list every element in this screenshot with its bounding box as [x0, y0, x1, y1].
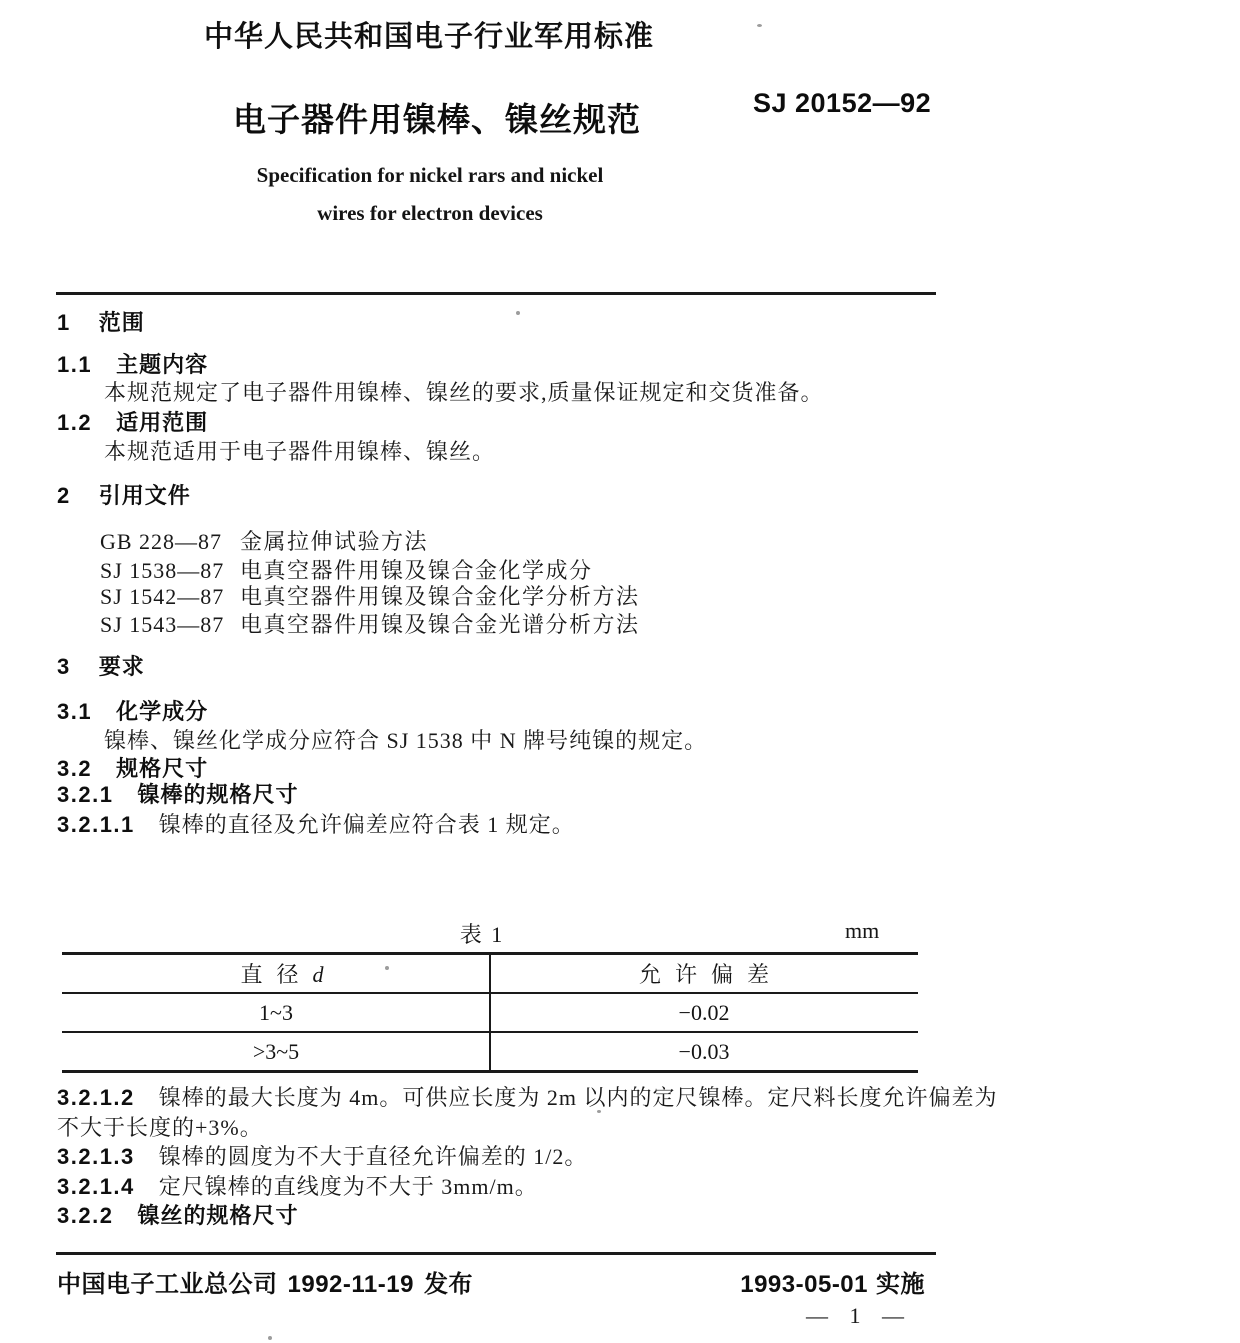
diameter-cell: >3~5 — [252, 1038, 300, 1064]
section-1-2-number: 1.2 — [57, 410, 93, 435]
reference-item — [100, 529, 428, 555]
section-3-1-title: 化学成分 — [116, 699, 209, 724]
table-1-caption: 表 1 — [459, 922, 505, 947]
clause-3-2-1-4-number: 3.2.1.4 — [57, 1174, 135, 1199]
section-2-heading — [57, 483, 191, 509]
diameter-cell: 1~3 — [259, 999, 293, 1025]
clause-3-2-1-2-number: 3.2.1.2 — [57, 1085, 135, 1110]
table-row — [62, 1031, 918, 1070]
clause-3-2-1-4-text: 定尺镍棒的直线度为不大于 3mm/m。 — [158, 1174, 538, 1199]
section-3-1-heading — [57, 699, 208, 725]
table-1-col1-header — [62, 958, 490, 989]
reference-code: SJ 1542—87 — [100, 584, 225, 609]
scan-artifact — [597, 1110, 601, 1113]
reference-item — [100, 612, 640, 638]
clause-3-2-1-3-text: 镍棒的圆度为不大于直径允许偏差的 1/2。 — [158, 1144, 588, 1169]
col1-header-variable-d: d — [312, 962, 326, 987]
reference-title: 电真空器件用镍及镍合金光谱分析方法 — [240, 612, 640, 637]
reference-title: 电真空器件用镍及镍合金化学分析方法 — [240, 584, 640, 609]
page-number: — 1 — — [806, 1303, 904, 1328]
clause-3-2-1-4 — [57, 1174, 538, 1200]
section-3-2-2-title: 镍丝的规格尺寸 — [137, 1203, 299, 1228]
section-1-1-heading — [57, 352, 208, 378]
section-3-2-2-number: 3.2.2 — [57, 1203, 114, 1228]
standard-number: SJ 20152—92 — [753, 88, 932, 118]
table-row — [62, 992, 918, 1031]
reference-item — [100, 584, 640, 610]
section-3-number: 3 — [57, 654, 71, 679]
table-1-col2-header: 允许偏差 — [638, 962, 783, 987]
clause-3-2-1-1 — [57, 812, 575, 838]
reference-code: SJ 1538—87 — [100, 558, 225, 583]
footer-impl-label: 实施 — [876, 1271, 925, 1298]
section-3-heading — [57, 654, 145, 680]
scan-artifact — [268, 1336, 272, 1340]
reference-code: SJ 1543—87 — [100, 612, 225, 637]
section-2-number: 2 — [57, 483, 71, 508]
section-1-1-body: 本规范规定了电子器件用镍棒、镍丝的要求,质量保证规定和交货准备。 — [104, 380, 824, 405]
section-1-number: 1 — [57, 310, 71, 335]
section-1-title: 范围 — [98, 310, 145, 335]
col1-header-text: 直径 — [240, 962, 313, 987]
scan-artifact — [757, 24, 762, 27]
footer-impl-date: 1993-05-01 — [740, 1271, 868, 1298]
section-3-2-number: 3.2 — [57, 756, 93, 781]
footer-issue-label: 发布 — [423, 1271, 473, 1298]
section-1-2-title: 适用范围 — [116, 410, 209, 435]
document-title-cn: 电子器件用镍棒、镍丝规范 — [233, 101, 641, 138]
section-3-1-body: 镍棒、镍丝化学成分应符合 SJ 1538 中 N 牌号纯镍的规定。 — [104, 728, 708, 753]
footer-issuer-line — [57, 1264, 473, 1299]
footer-implementation-line — [600, 1264, 925, 1299]
clause-3-2-1-2-line2: 不大于长度的+3%。 — [57, 1115, 263, 1140]
section-1-1-title: 主题内容 — [116, 352, 209, 377]
section-3-title: 要求 — [98, 654, 145, 679]
table-1 — [62, 952, 918, 1073]
clause-3-2-1-1-number: 3.2.1.1 — [57, 812, 135, 837]
tolerance-cell: −0.03 — [678, 1038, 730, 1064]
document-title-en-line2: wires for electron devices — [317, 201, 543, 225]
footer-issuer: 中国电子工业总公司 — [57, 1271, 278, 1298]
tolerance-cell: −0.02 — [678, 999, 730, 1025]
footer-divider-rule — [56, 1252, 936, 1255]
clause-3-2-1-2-text1: 镍棒的最大长度为 4m。可供应长度为 2m 以内的定尺镍棒。定尺料长度允许偏差为 — [158, 1085, 998, 1110]
section-3-2-1-title: 镍棒的规格尺寸 — [137, 782, 299, 807]
reference-title: 金属拉伸试验方法 — [240, 529, 429, 554]
table-1-unit: mm — [845, 918, 880, 943]
table-1-header-row — [62, 955, 918, 992]
section-3-2-heading — [57, 756, 208, 782]
section-1-heading — [57, 310, 145, 336]
document-title-en-line1: Specification for nickel rars and nickel — [256, 163, 604, 187]
clause-3-2-1-3 — [57, 1144, 587, 1170]
section-3-2-title: 规格尺寸 — [116, 756, 209, 781]
clause-3-2-1-3-number: 3.2.1.3 — [57, 1144, 135, 1169]
reference-title: 电真空器件用镍及镍合金化学成分 — [240, 558, 593, 583]
section-1-2-heading — [57, 410, 208, 436]
section-3-2-1-heading — [57, 782, 298, 808]
footer-issue-date: 1992-11-19 — [287, 1271, 414, 1298]
section-3-2-2-heading — [57, 1203, 298, 1229]
header-divider-rule — [56, 292, 936, 295]
section-1-2-body: 本规范适用于电子器件用镍棒、镍丝。 — [104, 439, 496, 464]
section-3-1-number: 3.1 — [57, 699, 93, 724]
reference-code: GB 228—87 — [100, 529, 223, 554]
scan-artifact — [385, 966, 389, 970]
clause-3-2-1-2-line1 — [57, 1085, 998, 1111]
section-3-2-1-number: 3.2.1 — [57, 782, 114, 807]
section-2-title: 引用文件 — [98, 483, 191, 508]
scan-artifact — [516, 311, 520, 315]
reference-item — [100, 558, 593, 584]
standard-class-heading: 中华人民共和国电子行业军用标准 — [204, 21, 655, 53]
section-1-1-number: 1.1 — [57, 352, 93, 377]
clause-3-2-1-1-text: 镍棒的直径及允许偏差应符合表 1 规定。 — [158, 812, 575, 837]
